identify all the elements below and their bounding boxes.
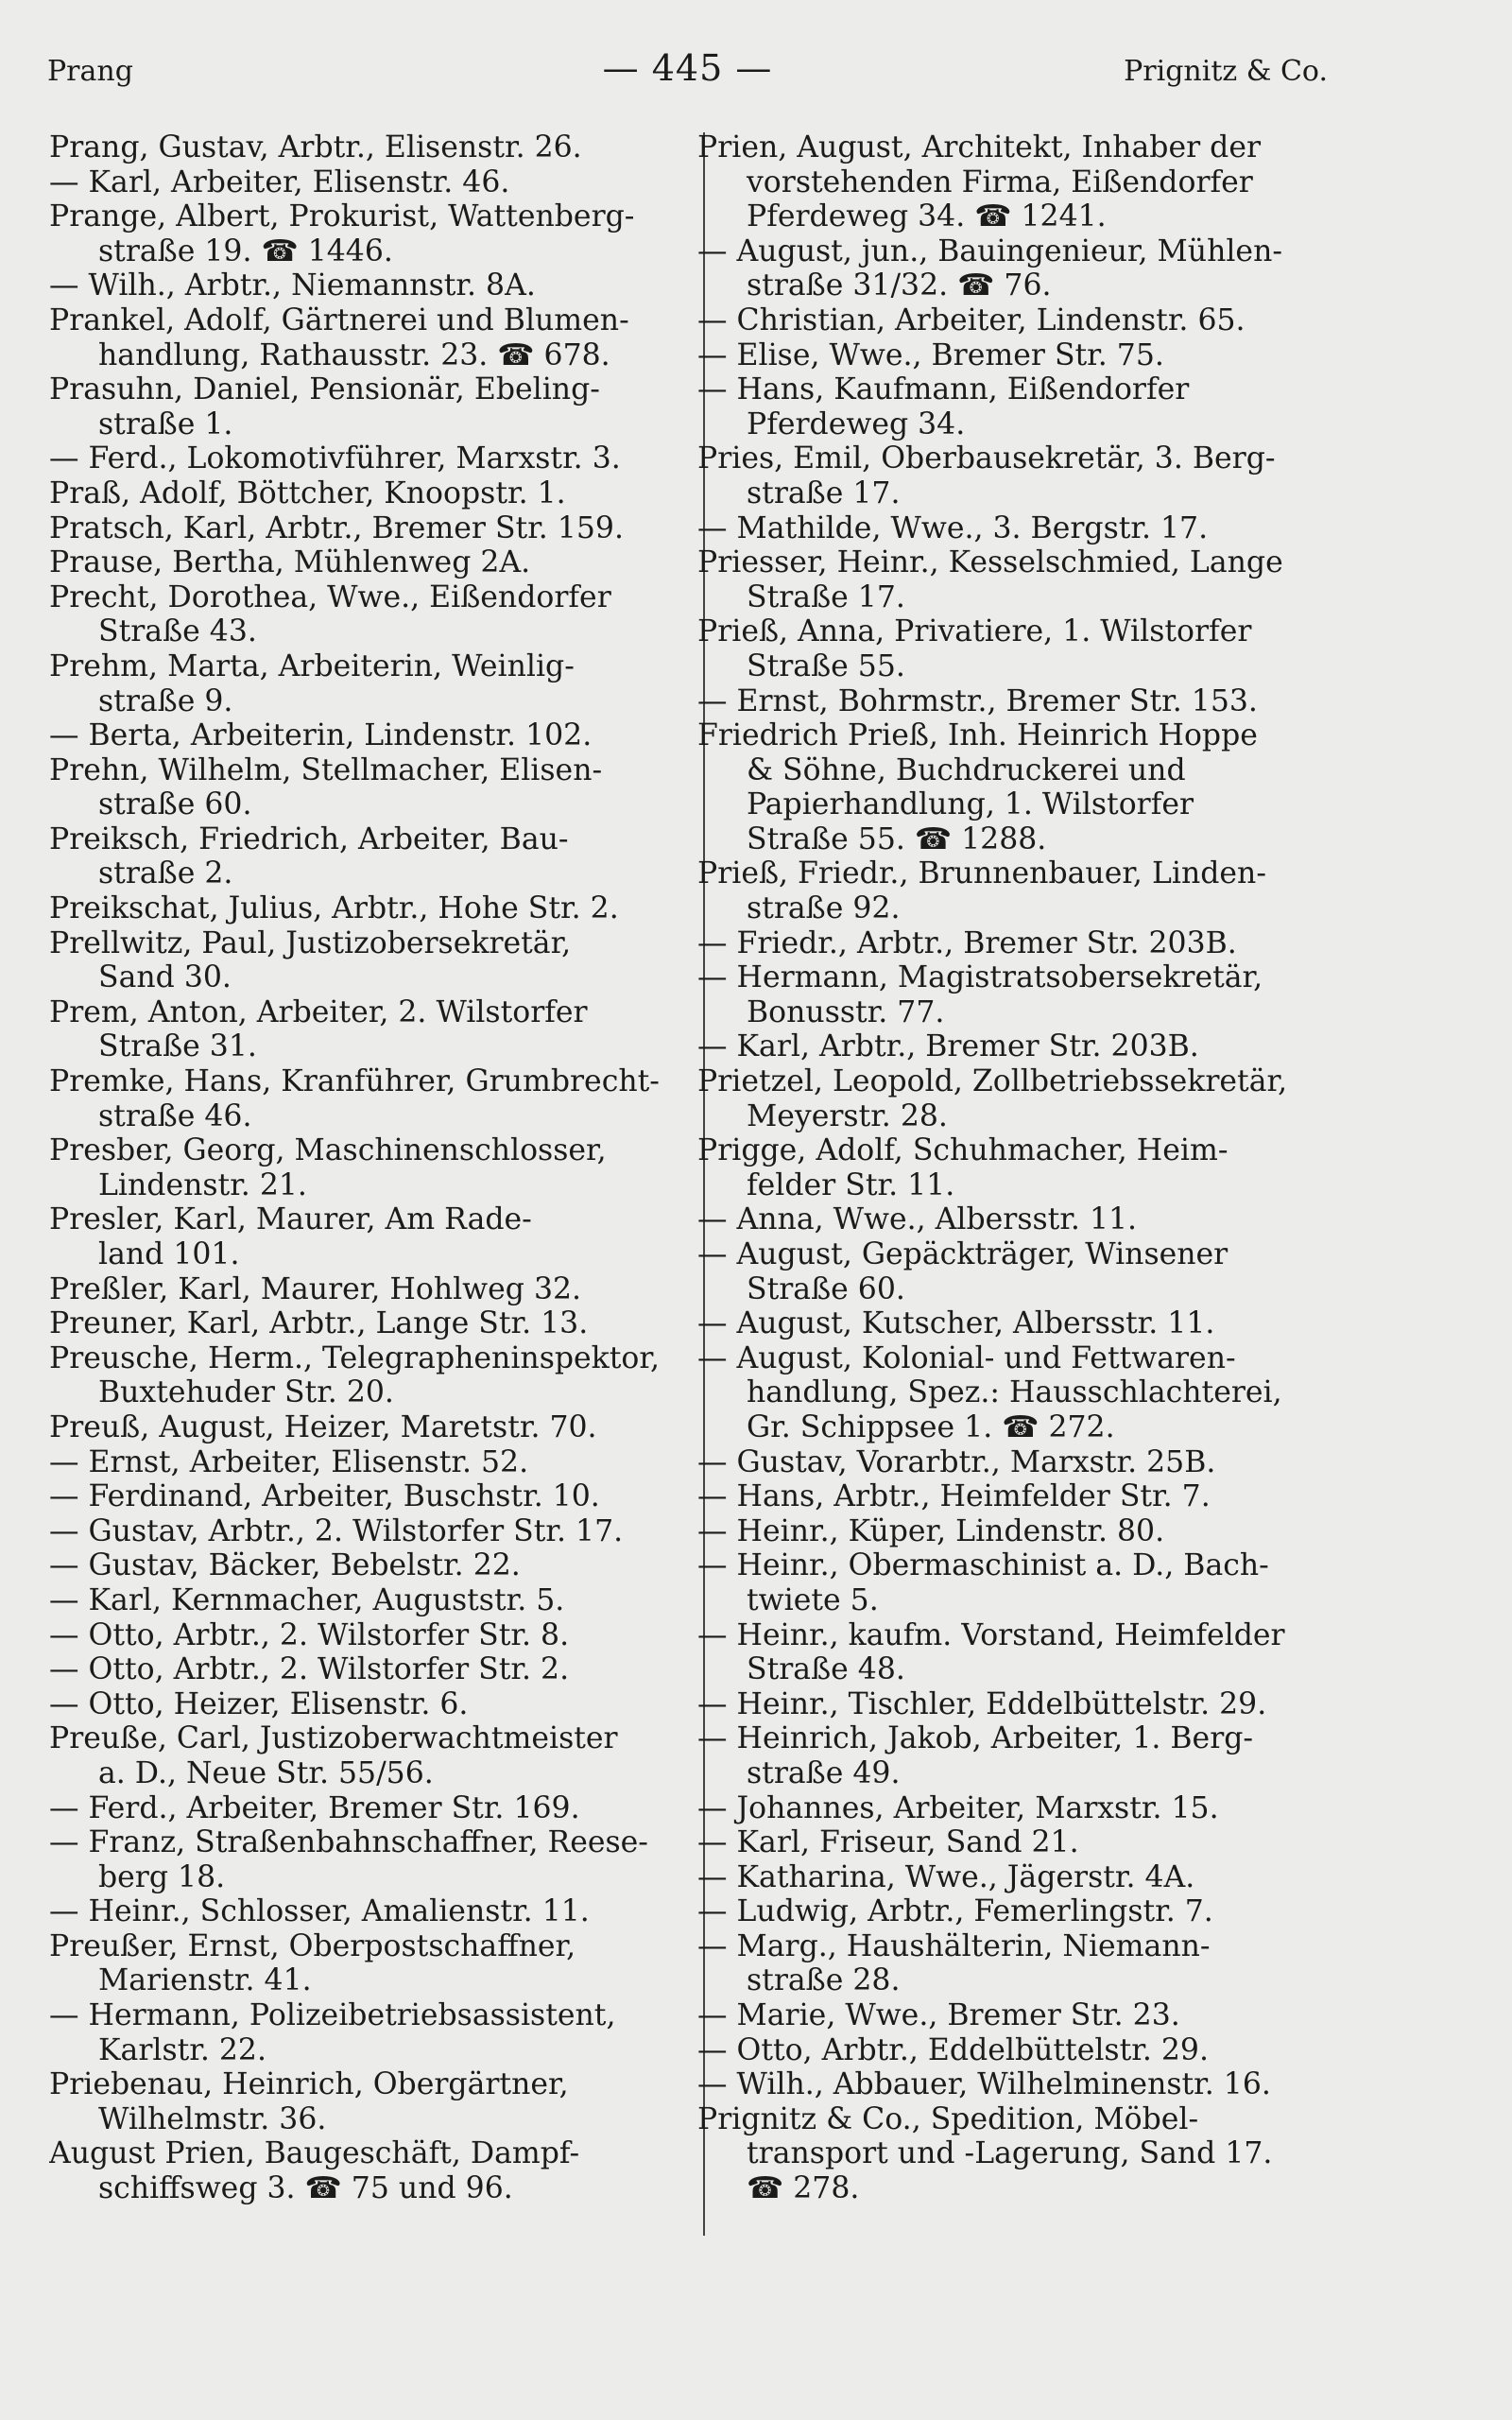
left-column [49, 130, 673, 2206]
directory-entry [697, 1445, 1326, 1480]
entry-line: — Elise, Wwe., Bremer Str. 75. [697, 337, 1164, 372]
entry-line: — Karl, Arbeiter, Elisenstr. 46. [49, 164, 510, 199]
directory-entry [49, 1825, 673, 1894]
entry-continuation-line: Marienstr. 41. [98, 1963, 312, 1998]
directory-entry [697, 234, 1326, 303]
directory-entry [49, 995, 673, 1064]
entry-line: — Karl, Kernmacher, Auguststr. 5. [49, 1582, 565, 1617]
entry-continuation-line: straße 46. [98, 1098, 252, 1133]
directory-entry [49, 1445, 673, 1480]
directory-entry [49, 649, 673, 718]
directory-entry [697, 545, 1326, 614]
directory-entry [49, 303, 673, 372]
entry-line: — Ludwig, Arbtr., Femerlingstr. 7. [697, 1894, 1213, 1929]
directory-entry [49, 1652, 673, 1687]
entry-line: Preusche, Herm., Telegrapheninspektor, [49, 1340, 660, 1375]
entry-line: — Mathilde, Wwe., 3. Bergstr. 17. [697, 510, 1209, 545]
directory-entry [49, 1306, 673, 1341]
directory-entry [697, 130, 1326, 234]
header-last-entry: Prignitz & Co. [1124, 55, 1328, 88]
entry-line: — Karl, Friseur, Sand 21. [697, 1825, 1079, 1860]
entry-continuation-line: handlung, Spez.: Hausschlachterei, [747, 1375, 1282, 1410]
entry-line: Premke, Hans, Kranführer, Grumbrecht- [49, 1064, 660, 1099]
directory-entry [49, 1514, 673, 1549]
entry-continuation-line: straße 49. [747, 1755, 901, 1790]
entry-line: — Ernst, Bohrmstr., Bremer Str. 153. [697, 683, 1258, 718]
entry-line: — Marie, Wwe., Bremer Str. 23. [697, 1998, 1180, 2033]
entry-line: Preuner, Karl, Arbtr., Lange Str. 13. [49, 1306, 589, 1341]
entry-line: Prietzel, Leopold, Zollbetriebssekretär, [697, 1064, 1288, 1099]
entry-line: — Otto, Arbtr., 2. Wilstorfer Str. 8. [49, 1617, 570, 1652]
entry-continuation-line: Lindenstr. 21. [98, 1167, 307, 1202]
directory-entry [49, 511, 673, 546]
entry-line: Preußer, Ernst, Oberpostschaffner, [49, 1928, 576, 1963]
entry-line: Prellwitz, Paul, Justizobersekretär, [49, 925, 572, 960]
entry-line: Prange, Albert, Prokurist, Wattenberg- [49, 199, 635, 234]
directory-entry [697, 1998, 1326, 2033]
entry-line: — Berta, Arbeiterin, Lindenstr. 102. [49, 718, 593, 753]
directory-entry [49, 1998, 673, 2067]
directory-entry [49, 372, 673, 441]
entry-continuation-line: Straße 43. [98, 614, 257, 649]
directory-entry [49, 1687, 673, 1722]
entry-continuation-line: straße 19. ☎ 1446. [98, 233, 393, 268]
directory-entry [49, 1341, 673, 1410]
entry-line: Praß, Adolf, Böttcher, Knoopstr. 1. [49, 475, 566, 510]
entry-line: — Otto, Arbtr., 2. Wilstorfer Str. 2. [49, 1652, 570, 1687]
directory-entry [697, 960, 1326, 1029]
directory-entry [697, 338, 1326, 373]
directory-entry [697, 372, 1326, 441]
entry-line: — Ferd., Arbeiter, Bremer Str. 169. [49, 1790, 580, 1825]
entry-line: Preiksch, Friedrich, Arbeiter, Bau- [49, 821, 569, 856]
entry-line: Pratsch, Karl, Arbtr., Bremer Str. 159. [49, 510, 624, 545]
entry-continuation-line: straße 60. [98, 787, 252, 822]
directory-entry [697, 303, 1326, 338]
directory-entry [49, 1064, 673, 1133]
directory-entry [697, 1029, 1326, 1064]
entry-line: — Hermann, Magistratsobersekretär, [697, 960, 1263, 995]
directory-entry [49, 718, 673, 753]
directory-entry [49, 1791, 673, 1826]
directory-entry [49, 1618, 673, 1653]
header-first-entry: Prang [47, 55, 133, 88]
directory-entry [697, 1341, 1326, 1445]
entry-line: Priebenau, Heinrich, Obergärtner, [49, 2067, 569, 2102]
page-number: — 445 — [602, 47, 773, 89]
entry-continuation-line: vorstehenden Firma, Eißendorfer [747, 164, 1253, 199]
entry-line: Prang, Gustav, Arbtr., Elisenstr. 26. [49, 130, 582, 164]
entry-continuation-line: land 101. [98, 1237, 240, 1271]
entry-line: — Hans, Kaufmann, Eißendorfer [697, 372, 1190, 407]
entry-continuation-line: Meyerstr. 28. [747, 1098, 948, 1133]
entry-line: — August, Kutscher, Albersstr. 11. [697, 1306, 1215, 1341]
entry-line: Prehn, Wilhelm, Stellmacher, Elisen- [49, 752, 603, 787]
entry-line: Preikschat, Julius, Arbtr., Hohe Str. 2. [49, 891, 619, 926]
entry-line: Prieß, Friedr., Brunnenbauer, Linden- [697, 856, 1266, 891]
directory-entry [697, 718, 1326, 856]
directory-entry [49, 1721, 673, 1790]
entry-line: Prem, Anton, Arbeiter, 2. Wilstorfer [49, 994, 588, 1029]
entry-continuation-line: twiete 5. [747, 1582, 879, 1617]
directory-entry [697, 1479, 1326, 1514]
entry-line: Precht, Dorothea, Wwe., Eißendorfer [49, 579, 611, 614]
entry-line: — Heinr., Obermaschinist a. D., Bach- [697, 1548, 1269, 1583]
directory-entry [49, 1202, 673, 1271]
directory-entry [49, 822, 673, 891]
directory-entry [697, 1202, 1326, 1237]
entry-line: — Gustav, Bäcker, Bebelstr. 22. [49, 1548, 521, 1583]
entry-continuation-line: Buxtehuder Str. 20. [98, 1375, 394, 1410]
directory-entry [697, 1721, 1326, 1790]
entry-line: — Ferd., Lokomotivführer, Marxstr. 3. [49, 441, 621, 476]
entry-line: — Marg., Haushälterin, Niemann- [697, 1928, 1211, 1963]
directory-entry [697, 1618, 1326, 1687]
entry-line: — Hermann, Polizeibetriebsassistent, [49, 1998, 616, 2033]
entry-line: Preuße, Carl, Justizoberwachtmeister [49, 1721, 618, 1756]
directory-entry [697, 2102, 1326, 2206]
directory-entry [697, 1894, 1326, 1929]
directory-entry [49, 1894, 673, 1929]
entry-line: — Franz, Straßenbahnschaffner, Reese- [49, 1825, 648, 1860]
entry-line: Prien, August, Architekt, Inhaber der [697, 130, 1262, 164]
entry-continuation-line: handlung, Rathausstr. 23. ☎ 678. [98, 337, 610, 372]
directory-entry [697, 1687, 1326, 1722]
entry-continuation-line: Straße 55. ☎ 1288. [747, 821, 1047, 856]
entry-line: Pries, Emil, Oberbausekretär, 3. Berg- [697, 441, 1276, 476]
entry-line: — Karl, Arbtr., Bremer Str. 203B. [697, 1029, 1199, 1064]
entry-line: Presber, Georg, Maschinenschlosser, [49, 1133, 607, 1168]
entry-line: — Heinr., Küper, Lindenstr. 80. [697, 1513, 1165, 1548]
entry-line: — Heinr., Schlosser, Amalienstr. 11. [49, 1894, 590, 1929]
directory-entry [49, 1929, 673, 1998]
entry-continuation-line: straße 92. [747, 891, 901, 926]
page-header [47, 47, 1328, 95]
entry-continuation-line: Straße 31. [98, 1029, 257, 1064]
directory-entry [49, 891, 673, 926]
directory-entry [697, 684, 1326, 719]
entry-line: — Anna, Wwe., Albersstr. 11. [697, 1202, 1138, 1237]
entry-continuation-line: straße 17. [747, 475, 901, 510]
directory-entry [697, 1860, 1326, 1895]
entry-line: — Friedr., Arbtr., Bremer Str. 203B. [697, 925, 1237, 960]
entry-line: — Johannes, Arbeiter, Marxstr. 15. [697, 1790, 1219, 1825]
entry-line: Presler, Karl, Maurer, Am Rade- [49, 1202, 532, 1237]
directory-entry [697, 1306, 1326, 1341]
entry-line: — Ferdinand, Arbeiter, Buschstr. 10. [49, 1479, 600, 1514]
directory-entry [49, 268, 673, 303]
entry-line: — Hans, Arbtr., Heimfelder Str. 7. [697, 1479, 1211, 1514]
directory-entry [697, 1514, 1326, 1549]
entry-line: — Gustav, Arbtr., 2. Wilstorfer Str. 17. [49, 1513, 624, 1548]
directory-entry [697, 856, 1326, 925]
entry-continuation-line: berg 18. [98, 1859, 226, 1894]
directory-entry [49, 545, 673, 580]
directory-entry [697, 1791, 1326, 1826]
entry-line: Prehm, Marta, Arbeiterin, Weinlig- [49, 648, 575, 683]
directory-entry [697, 1929, 1326, 1998]
entry-line: Priesser, Heinr., Kesselschmied, Lange [697, 545, 1283, 580]
entry-continuation-line: Straße 48. [747, 1652, 905, 1687]
entry-line: — Christian, Arbeiter, Lindenstr. 65. [697, 302, 1246, 337]
directory-entry [49, 476, 673, 511]
entry-continuation-line: Bonusstr. 77. [747, 994, 945, 1029]
entry-line: August Prien, Baugeschäft, Dampf- [49, 2136, 580, 2171]
directory-entry [49, 1410, 673, 1445]
entry-continuation-line: Straße 55. [747, 648, 905, 683]
directory-entry [697, 1548, 1326, 1617]
entry-line: — Heinrich, Jakob, Arbeiter, 1. Berg- [697, 1721, 1254, 1756]
entry-continuation-line: Gr. Schippsee 1. ☎ 272. [747, 1409, 1115, 1444]
entry-line: — Otto, Arbtr., Eddelbüttelstr. 29. [697, 2032, 1209, 2067]
entry-continuation-line: straße 1. [98, 406, 233, 441]
entry-line: Prieß, Anna, Privatiere, 1. Wilstorfer [697, 614, 1252, 649]
entry-line: — Heinr., kaufm. Vorstand, Heimfelder [697, 1617, 1285, 1652]
directory-entry [49, 1272, 673, 1307]
entry-continuation-line: Papierhandlung, 1. Wilstorfer [747, 787, 1194, 822]
entry-continuation-line: Sand 30. [98, 960, 232, 995]
directory-entry [697, 2033, 1326, 2068]
entry-continuation-line: Straße 60. [747, 1271, 905, 1306]
entry-continuation-line: Pferdeweg 34. [747, 406, 966, 441]
entry-line: — Ernst, Arbeiter, Elisenstr. 52. [49, 1444, 529, 1479]
directory-entry [697, 2067, 1326, 2102]
entry-line: Prause, Bertha, Mühlenweg 2A. [49, 545, 531, 580]
entry-line: — Katharina, Wwe., Jägerstr. 4A. [697, 1859, 1195, 1894]
directory-entry [49, 753, 673, 822]
directory-entry [49, 1583, 673, 1618]
entry-line: — Otto, Heizer, Elisenstr. 6. [49, 1686, 469, 1721]
directory-entry [49, 1548, 673, 1583]
entry-line: Prankel, Adolf, Gärtnerei und Blumen- [49, 302, 629, 337]
directory-entry [697, 1825, 1326, 1860]
entry-continuation-line: Karlstr. 22. [98, 2032, 266, 2067]
entry-continuation-line: Wilhelmstr. 36. [98, 2101, 327, 2136]
directory-entry [697, 511, 1326, 546]
directory-entry [49, 130, 673, 165]
entry-line: — Wilh., Abbauer, Wilhelminenstr. 16. [697, 2067, 1271, 2102]
directory-entry [49, 441, 673, 476]
directory-entry [697, 614, 1326, 683]
entry-line: — August, jun., Bauingenieur, Mühlen- [697, 233, 1283, 268]
entry-line: — Gustav, Vorarbtr., Marxstr. 25B. [697, 1444, 1216, 1479]
entry-line: — Wilh., Arbtr., Niemannstr. 8A. [49, 268, 536, 303]
directory-entry [49, 580, 673, 649]
directory-entry [697, 1237, 1326, 1306]
entry-line: Friedrich Prieß, Inh. Heinrich Hoppe [697, 718, 1258, 753]
entry-line: — August, Gepäckträger, Winsener [697, 1237, 1228, 1271]
entry-continuation-line: Straße 17. [747, 579, 905, 614]
directory-entry [49, 926, 673, 995]
entry-continuation-line: transport und -Lagerung, Sand 17. [747, 2136, 1273, 2171]
entry-line: — August, Kolonial- und Fettwaren- [697, 1340, 1236, 1375]
entry-line: Prigge, Adolf, Schuhmacher, Heim- [697, 1133, 1228, 1168]
entry-continuation-line: straße 9. [98, 683, 233, 718]
directory-entry [697, 441, 1326, 510]
entry-continuation-line: straße 28. [747, 1963, 901, 1998]
entry-continuation-line: felder Str. 11. [747, 1167, 955, 1202]
entry-continuation-line: & Söhne, Buchdruckerei und [747, 752, 1186, 787]
entry-continuation-line: straße 31/32. ☎ 76. [747, 268, 1052, 303]
directory-entry [49, 2136, 673, 2205]
directory-entry [697, 926, 1326, 961]
directory-entry [49, 1479, 673, 1514]
entry-line: Prignitz & Co., Spedition, Möbel- [697, 2101, 1199, 2136]
directory-entry [49, 1133, 673, 1202]
entry-continuation-line: a. D., Neue Str. 55/56. [98, 1755, 434, 1790]
entry-line: Preuß, August, Heizer, Maretstr. 70. [49, 1409, 597, 1444]
entry-line: — Heinr., Tischler, Eddelbüttelstr. 29. [697, 1686, 1267, 1721]
entry-continuation-line: Pferdeweg 34. ☎ 1241. [747, 199, 1107, 234]
directory-entry [49, 165, 673, 200]
directory-entry [49, 2067, 673, 2136]
directory-entry [49, 199, 673, 268]
entry-continuation-line: ☎ 278. [747, 2171, 860, 2206]
entry-continuation-line: straße 2. [98, 856, 233, 891]
entry-line: Preßler, Karl, Maurer, Hohlweg 32. [49, 1271, 582, 1306]
entry-line: Prasuhn, Daniel, Pensionär, Ebeling- [49, 372, 600, 407]
right-column [697, 130, 1326, 2206]
entry-continuation-line: schiffsweg 3. ☎ 75 und 96. [98, 2171, 513, 2206]
directory-entry [697, 1133, 1326, 1202]
directory-entry [697, 1064, 1326, 1133]
